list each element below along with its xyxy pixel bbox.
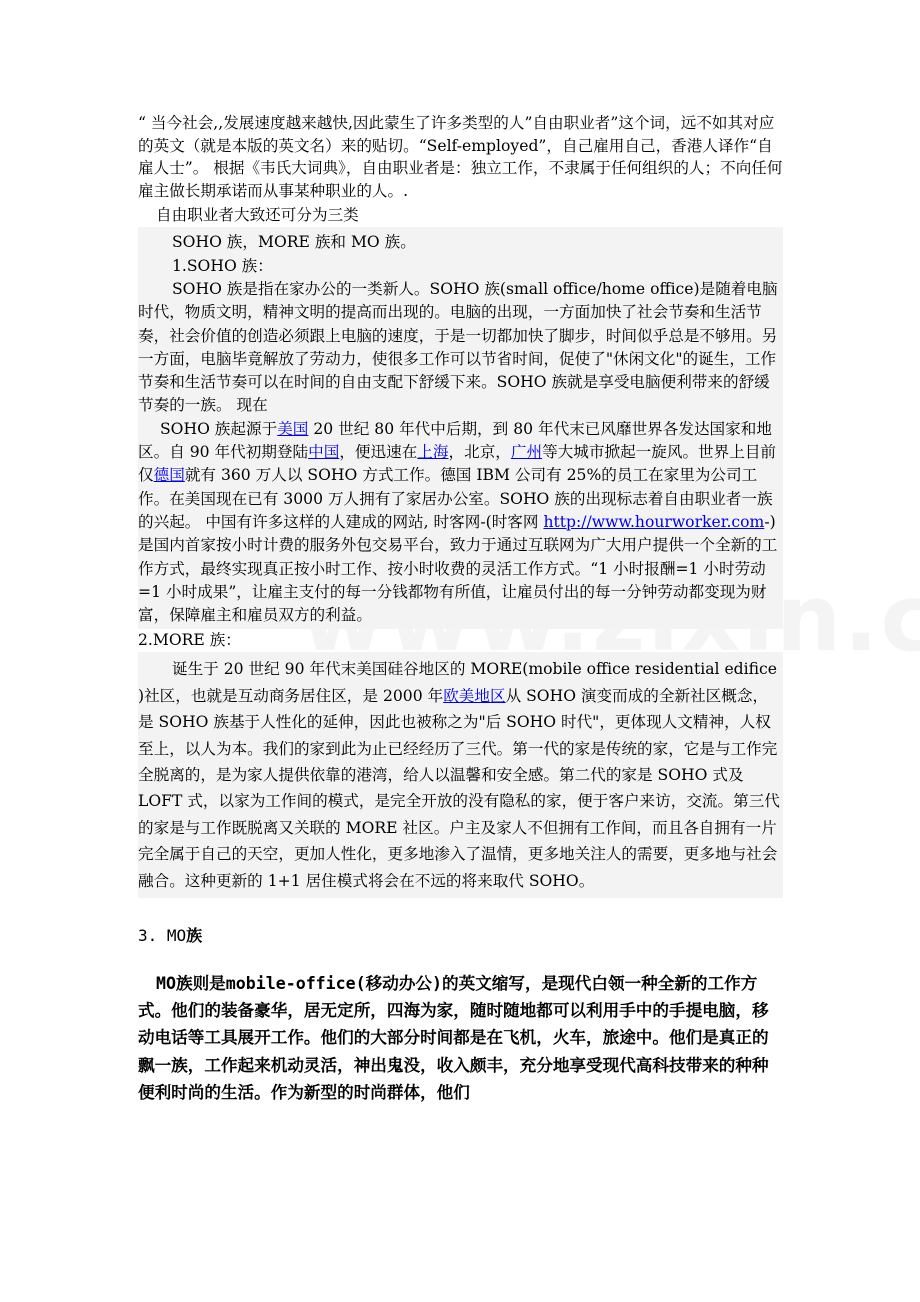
link-shanghai[interactable]: 上海 — [417, 443, 449, 462]
text-span: 族则是 — [175, 974, 226, 994]
text-span: ，便迅速在 — [339, 443, 418, 462]
link-usa[interactable]: 美国 — [277, 419, 309, 438]
text-span: MO — [156, 974, 176, 994]
types-line: SOHO 族，MORE 族和 MO 族。 — [172, 233, 416, 252]
more-paragraph — [138, 652, 783, 898]
text-span: ，北京， — [448, 443, 511, 462]
text-span: 等大城市掀起一旋风。世界上目前仅 — [138, 443, 777, 485]
mo-heading-number: 3. MO — [138, 926, 187, 946]
text-span: 就有 360 万人以 SOHO 方式工作。德国 IBM 公司有 25%的员工在家里为公司工作。在美国现在已有 3000 万人拥有了家居办公室。SOHO 族的出现标志着自由职业者一族的兴起。 中国有许多这样的人建成的网站, 时客网-(时客网 — [138, 466, 773, 531]
mo-heading — [138, 924, 783, 948]
soho-heading: 1.SOHO 族： — [172, 256, 273, 275]
text-span: 的英文缩写，是现代白领一种全新的工作方式。他们的装备豪华，居无定所，四海为家，随时随地都可以利用手中的手提电脑，移动电话等工具展开工作。他们的大部分时间都是在飞机，火车，旅途中。他们是真正的飘一族，工作起来机动灵活，神出鬼没，收入颇丰，充分地享受现代高科技带来的种种便利时尚的生活。作为新型的时尚群体，他们 — [138, 974, 769, 1102]
text-span: 移动办公 — [365, 974, 433, 994]
text-span: 从 SOHO 演变而成的全新社区概念，是 SOHO 族基于人性化的延伸，因此也被称之为"后 SOHO 时代"，更体现人文精神，人权至上，以人为本。我们的家到此为止已经经历了三代。第一代的家是传统的家，它是与工作完全脱离的，是为家人提供依靠的港湾，给人以温馨和安全感。第二代的家是 SOHO 式及 LOFT 式，以家为工作间的模式，是完全开放的没有隐私的家，便于客户来访，交流。第三代的家是与工作既脱离又关联的 MORE 社区。户主及家人不但拥有工作间，而且各自拥有一片完全属于自己的天空，更加人性化，更多地渗入了温情，更多地关注人的需要，更多地与社会融合。这种更新的 1+1 居住模式将会在不远的将来取代 SOHO。 — [138, 686, 780, 890]
link-china[interactable]: 中国 — [308, 443, 340, 462]
more-heading: 2.MORE 族： — [138, 631, 241, 650]
text-span: ) — [432, 974, 443, 994]
soho-paragraph-1: SOHO 族是指在家办公的一类新人。SOHO 族(small office/home office)是随着电脑时代，物质文明，精神文明的提高而出现的。电脑的出现，一方面加快了社会节奏和生活节奏，社会价值的创造必须跟上电脑的速度，于是一切都加快了脚步，时间似乎总是不够用。另一方面，电脑毕竟解放了劳动力，使很多工作可以节省时间，促使了"休闲文化"的诞生，工作节奏和生活节奏可以在时间的自由支配下舒缓下来。SOHO 族就是享受电脑便利带来的舒缓节奏的一族。 现在 — [138, 279, 778, 415]
soho-paragraph-2 — [138, 418, 783, 628]
mo-paragraph — [138, 970, 783, 1106]
text-span: 诞生于 20 世纪 90 年代末美国硅谷地区的 MORE(mobile office residential edifice )社区，也就是互动商务居住区，是 2000 年 — [138, 660, 778, 705]
text-span: SOHO 族起源于 — [160, 419, 278, 438]
link-guangzhou[interactable]: 广州 — [510, 443, 543, 462]
mo-heading-text: 族 — [186, 926, 203, 946]
document-content — [138, 112, 783, 1106]
soho-section — [138, 227, 783, 629]
text-span: 20 世纪 80 年代中后期，到 80 年代末已风靡世界各发达国家和地区。自 90 年代初期登陆 — [138, 419, 772, 462]
link-hourworker[interactable]: http://www.hourworker.com — [543, 512, 765, 531]
intro-paragraph: “ 当今社会,,发展速度越来越快,因此蒙生了许多类型的人”自由职业者”这个词，远不如其对应的英文（就是本版的英文名）来的贴切。“Self-employed”，自己雇用自己，香港人译作“自雇人士”。 根据《韦氏大词典》，自由职业者是：独立工作，不隶属于任何组织的人；不向任何雇主做长期承诺而从事某种职业的人。. — [138, 114, 783, 200]
text-span: mobile-office( — [225, 974, 366, 994]
text-span: -)是国内首家按小时计费的服务外包交易平台，致力于通过互联网为广大用户提供一个全新的工作方式，最终实现真正按小时工作、按小时收费的灵活工作方式。“1 小时报酬=1 小时劳动=1 小时成果”，让雇主支付的每一分钱都物有所值，让雇员付出的每一分钟劳动都变现为财富，保障雇主和雇员双方的利益。 — [138, 512, 778, 625]
link-europe-america[interactable]: 欧美地区 — [443, 686, 506, 705]
link-germany[interactable]: 德国 — [153, 466, 185, 485]
categories-intro: 自由职业者大致还可分为三类 — [156, 206, 359, 225]
